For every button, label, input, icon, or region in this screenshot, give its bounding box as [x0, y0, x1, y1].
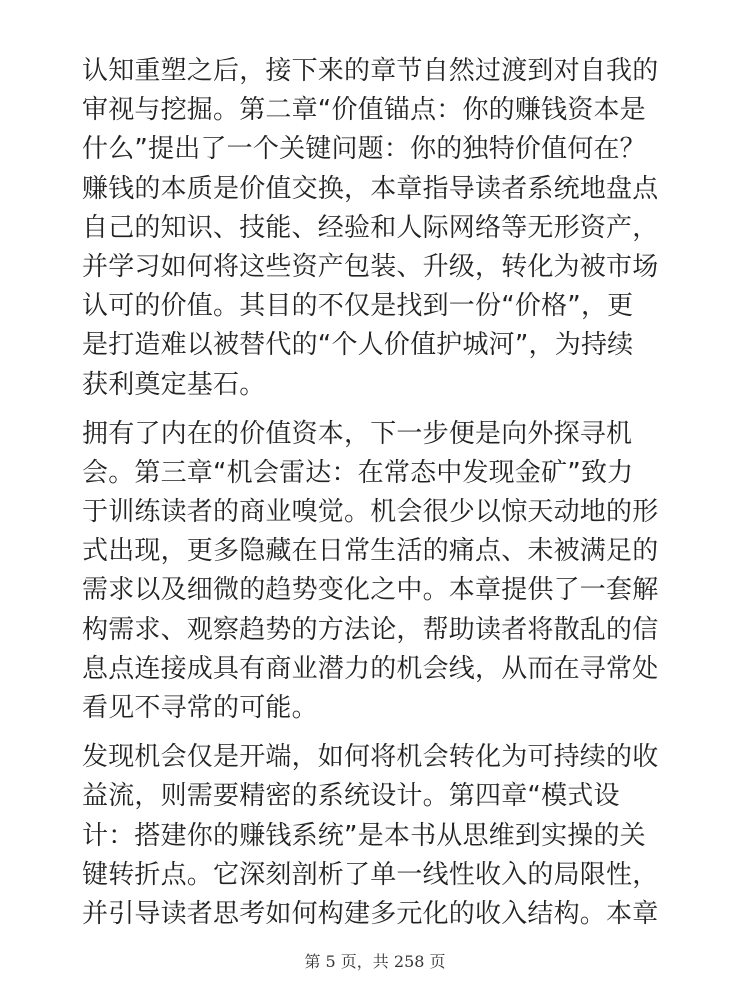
- body-text: [82, 52, 672, 944]
- paragraph-1: [82, 52, 672, 405]
- paragraph-3: [82, 738, 672, 934]
- text-line: 益流，则需要精密的系统设计。第四章“模式设: [82, 781, 620, 812]
- text-line: 自己的知识、技能、经验和人际网络等无形资产，: [82, 212, 659, 243]
- text-line: 计：搭建你的赚钱系统”是本书从思维到实操的关: [82, 820, 646, 851]
- text-line: 于训练读者的商业嗅觉。机会很少以惊天动地的形: [82, 497, 659, 528]
- text-line: 什么”提出了一个关键问题：你的独特价值何在？: [82, 134, 646, 165]
- text-line: 构需求、观察趋势的方法论，帮助读者将散乱的信: [82, 614, 659, 645]
- text-line: 审视与挖掘。第二章“价值锚点：你的赚钱资本是: [82, 95, 646, 126]
- text-line: 并学习如何将这些资产包装、升级，转化为被市场: [82, 251, 659, 282]
- text-line: 是打造难以被替代的“个人价值护城河”，为持续: [82, 330, 634, 361]
- text-line: 获利奠定基石。: [82, 369, 266, 400]
- text-line: 式出现，更多隐藏在日常生活的痛点、未被满足的: [82, 536, 659, 567]
- paragraph-2: [82, 415, 672, 729]
- text-line: 需求以及细微的趋势变化之中。本章提供了一套解: [82, 575, 659, 606]
- page-number-footer: 第 5 页，共 258 页: [304, 952, 446, 971]
- text-line: 看见不寻常的可能。: [82, 693, 318, 723]
- text-line: 并引导读者思考如何构建多元化的收入结构。本章: [82, 898, 659, 929]
- text-line: 键转折点。它深刻剖析了单一线性收入的局限性，: [82, 859, 659, 890]
- text-line: 会。第三章“机会雷达：在常态中发现金矿”致力: [82, 457, 634, 488]
- text-line: 认知重塑之后，接下来的章节自然过渡到对自我的: [82, 56, 659, 86]
- text-line: 发现机会仅是开端，如何将机会转化为可持续的收: [82, 742, 659, 773]
- text-line: 息点连接成具有商业潜力的机会线，从而在寻常处: [82, 653, 659, 684]
- text-line: 赚钱的本质是价值交换，本章指导读者系统地盘点: [82, 173, 659, 204]
- text-line: 认可的价值。其目的不仅是找到一份“价格”，更: [82, 291, 634, 322]
- text-line: 拥有了内在的价值资本，下一步便是向外探寻机: [82, 418, 633, 449]
